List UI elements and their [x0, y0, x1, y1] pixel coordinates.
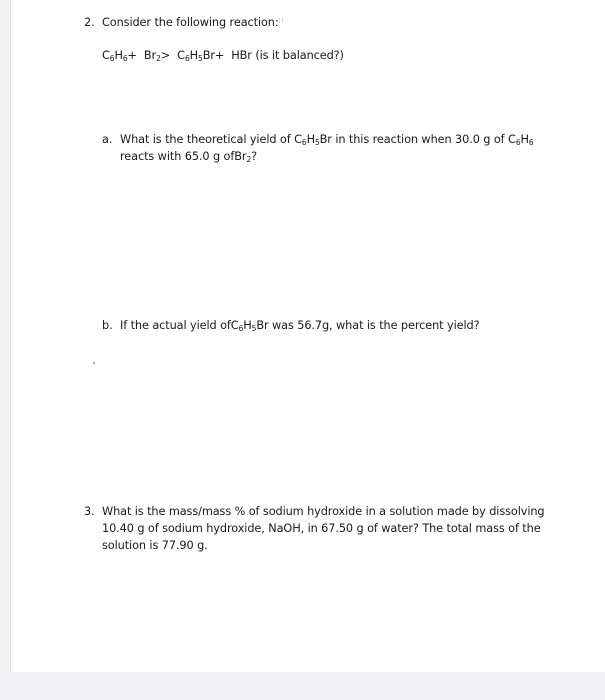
question-2-intro-line — [84, 13, 283, 31]
subscript: 6 — [122, 54, 128, 63]
question-2-intro: Consider the following reaction: — [102, 16, 279, 29]
special-character-icon: ∷ — [278, 17, 283, 25]
part-a-text: Br in this reaction when 30.0 g of C — [319, 133, 516, 146]
question-3-text: solution is 77.90 g. — [102, 539, 208, 552]
document-page — [10, 0, 605, 672]
product-1-part: H — [189, 49, 199, 62]
subscript: 6 — [515, 138, 521, 147]
reactant-1: C — [102, 49, 110, 62]
part-a-text: ? — [251, 150, 258, 163]
subscript: 6 — [301, 138, 307, 147]
reactant-2: Br — [143, 49, 157, 62]
part-b-text: If the actual yield ofC — [120, 319, 239, 332]
part-b-line — [102, 318, 479, 334]
subscript: 2 — [156, 54, 161, 63]
part-b-label: b. — [102, 319, 113, 332]
question-number: 2. — [84, 16, 95, 29]
subscript: 6 — [528, 138, 534, 147]
product-2: HBr (is it balanced?) — [231, 49, 344, 62]
subscript: 2 — [246, 155, 252, 164]
part-a-text: reacts with 65.0 g ofBr — [120, 150, 247, 163]
part-a-line-2 — [120, 149, 257, 165]
part-b-text: H — [243, 319, 252, 332]
part-a-label: a. — [102, 133, 113, 146]
part-a-text: What is the theoretical yield of C — [120, 133, 302, 146]
question-3-line-2 — [102, 521, 541, 537]
subscript: 6 — [184, 54, 190, 63]
reactant-1-part: H — [114, 49, 123, 62]
part-a-text: H — [306, 133, 315, 146]
question-number: 3. — [84, 505, 95, 518]
part-a-text: H — [520, 133, 529, 146]
subscript: 5 — [198, 54, 203, 63]
reaction-equation — [102, 48, 344, 64]
question-3-text: What is the mass/mass % of sodium hydroxide in a solution made by dissolving — [102, 505, 545, 518]
question-3-text: 10.40 g of sodium hydroxide, NaOH, in 67.50 g of water? The total mass of the — [102, 522, 541, 535]
subscript: 5 — [314, 138, 320, 147]
part-a-line-1 — [102, 132, 534, 148]
product-1-end: Br+ — [202, 49, 228, 62]
subscript: 6 — [109, 54, 115, 63]
question-3-line-3 — [102, 538, 208, 554]
product-1: C — [177, 49, 185, 62]
question-3-line-1 — [84, 504, 545, 520]
reaction-arrow: > — [160, 49, 174, 62]
plus-sign: + — [127, 49, 141, 62]
stray-mark — [93, 362, 95, 364]
subscript: 6 — [238, 324, 244, 333]
part-b-text: Br was 56.7g, what is the percent yield? — [256, 319, 480, 332]
subscript: 5 — [251, 324, 257, 333]
